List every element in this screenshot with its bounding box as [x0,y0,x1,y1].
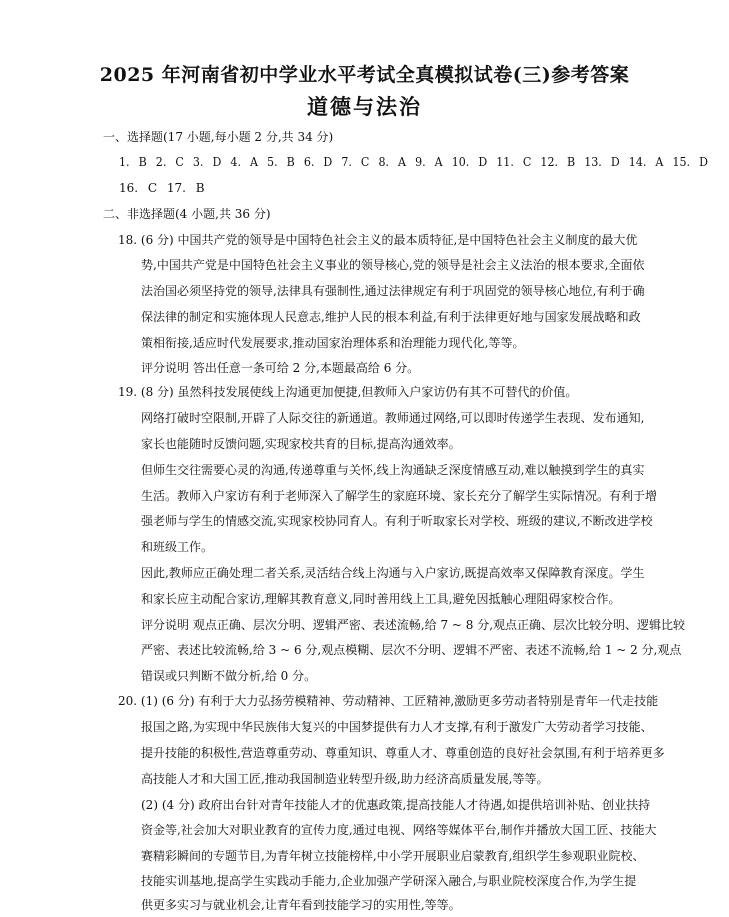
question-19-scoring-note: 错误或只判断不做分析,给 0 分。 [141,669,317,683]
question-20-part-2-text: 供更多实习与就业机会,让青年看到技能学习的实用性,等等。 [141,898,461,912]
question-19-text: 和家长应主动配合家访,理解其教育意义,同时善用线上工具,避免因抵触心理阻碍家校合作。 [141,592,621,606]
question-20-part-1-text: 高技能人才和大国工匠,推动我国制造业转型升级,助力经济高质量发展,等等。 [141,772,549,786]
question-18-text: 策相衔接,适应时代发展要求,推动国家治理体系和治理能力现代化,等等。 [141,336,525,350]
question-20-part-1-text: 提升技能的积极性,营造尊重劳动、尊重知识、尊重人才、尊重创造的良好社会氛围,有利于培养更多 [141,746,665,760]
question-18-scoring-note: 评分说明 答出任意一条可给 2 分,本题最高给 6 分。 [141,361,420,375]
question-18-text: 法治国必须坚持党的领导,法律具有强制性,通过法律规定有利于巩固党的领导核心地位,有利于确 [141,284,645,298]
question-18-text: 18. (6 分) 中国共产党的领导是中国特色社会主义的最本质特征,是中国特色社会主义制度的最大优 [118,233,638,247]
section-heading-choice: 一、选择题(17 小题,每小题 2 分,共 34 分) [103,130,334,144]
question-19-scoring-note: 严密、表述比较流畅,给 3 ~ 6 分,观点模糊、层次不分明、逻辑不严密、表述不流畅,给 1 ~ 2 分,观点 [141,643,682,657]
question-19-text: 和班级工作。 [141,540,214,554]
question-19-text: 网络打破时空限制,开辟了人际交往的新通道。教师通过网络,可以即时传递学生表现、发布通知, [141,411,645,425]
question-19-text: 但师生交往需要心灵的沟通,传递尊重与关怀,线上沟通缺乏深度情感互动,难以触摸到学生的真实 [141,463,645,477]
question-19-text: 生活。教师入户家访有利于老师深入了解学生的家庭环境、家长充分了解学生实际情况。有利于增 [141,489,658,503]
question-20-part-1-text: 报国之路,为实现中华民族伟大复兴的中国梦提供有力人才支撑,有利于激发广大劳动者学习技能、 [141,720,653,734]
document-title: 2025 年河南省初中学业水平考试全真模拟试卷(三)参考答案 [99,64,630,86]
question-20-part-2-text: (2) (4 分) 政府出台针对青年技能人才的优惠政策,提高技能人才待遇,如提供培训补贴、创业扶持 [141,798,651,812]
question-18-text: 势,中国共产党是中国特色社会主义事业的领导核心,党的领导是社会主义法治的根本要求,全面依 [141,258,645,272]
question-20-part-2-text: 技能实训基地,提高学生实践动手能力,企业加强产学研深入融合,与职业院校深度合作,为学生提 [141,874,637,888]
question-19-text: 强老师与学生的情感交流,实现家校协同育人。有利于听取家长对学校、班级的建议,不断改进学校 [141,514,653,528]
document-subtitle: 道德与法治 [307,94,422,119]
question-19-text: 家长也能随时反馈问题,实现家校共育的目标,提高沟通效率。 [141,437,461,451]
question-18-text: 保法律的制定和实施体现人民意志,维护人民的根本利益,有利于法律更好地与国家发展战略和政 [141,310,641,324]
answer-key-line: 1. B 2. C 3. D 4. A 5. B 6. D 7. C 8. A 9. A 10. D 11. C 12. B 13. D 14. A 15. D [119,155,708,169]
section-heading-nonchoice: 二、非选择题(4 小题,共 36 分) [103,207,271,221]
question-20-part-2-text: 资金等,社会加大对职业教育的宣传力度,通过电视、网络等媒体平台,制作并播放大国工匠、技能大 [141,823,657,837]
question-19-text: 因此,教师应正确处理二者关系,灵活结合线上沟通与入户家访,既提高效率又保障教育深度。学生 [141,566,645,580]
question-19-scoring-note: 评分说明 观点正确、层次分明、逻辑严密、表述流畅,给 7 ~ 8 分,观点正确、层次比较分明、逻辑比较 [141,618,686,632]
question-19-text: 19. (8 分) 虽然科技发展使线上沟通更加便捷,但教师入户家访仍有其不可替代的价值。 [118,385,578,399]
question-20-part-2-text: 赛精彩瞬间的专题节目,为青年树立技能榜样,中小学开展职业启蒙教育,组织学生参观职业院校、 [141,849,645,863]
question-20-part-1-text: 20. (1) (6 分) 有利于大力弘扬劳模精神、劳动精神、工匠精神,激励更多劳动者特别是青年一代走技能 [118,694,659,708]
answer-key-line: 16. C 17. B [119,181,205,195]
